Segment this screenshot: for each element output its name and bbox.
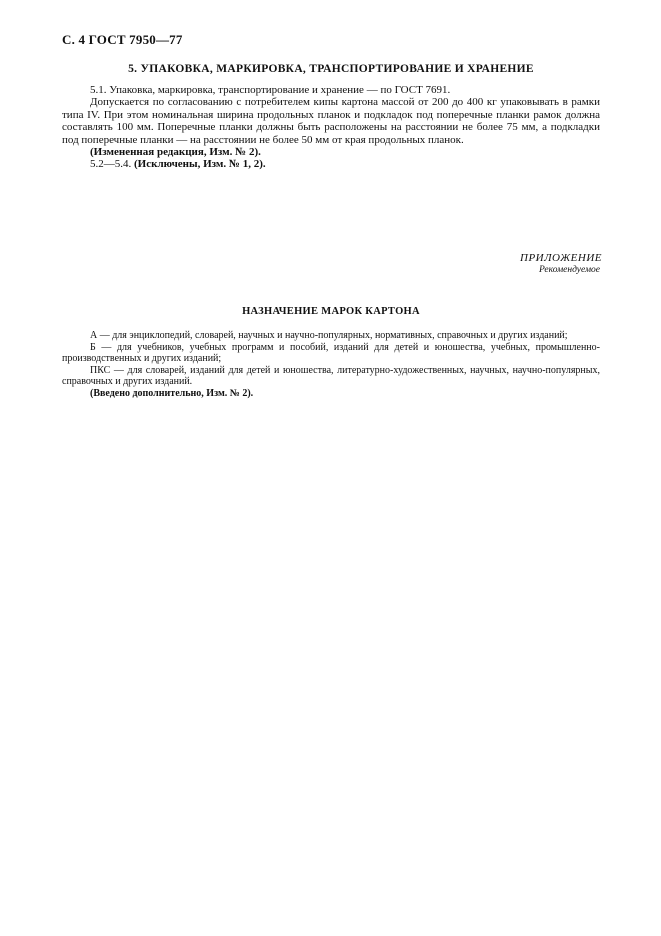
section-body — [62, 84, 600, 171]
appendix-label-block — [520, 252, 600, 275]
appendix-status: Рекомендуемое — [538, 265, 600, 275]
grade-item-a: А — для энциклопедий, словарей, научных и научно-популярных, нормативных, справочных и других изданий; — [90, 330, 568, 341]
page-header: С. 4 ГОСТ 7950—77 — [62, 32, 183, 47]
paragraph-packaging: Допускается по согласованию с потребителем кипы картона массой от 200 до 400 кг упаковывать в рамки типа IV. При этом номинальная ширина продольных планок и подкладок под поперечные планки рамок должна составлять 100 мм. Поперечные планки должны быть расположены на расстоянии не более 75 мм, а подкладки под поперечные планки — на расстоянии не более 50 мм от края продольных планок. — [62, 96, 600, 146]
appendix-revision-note: (Введено дополнительно, Изм. № 2). — [90, 387, 254, 399]
appendix-title: НАЗНАЧЕНИЕ МАРОК КАРТОНА — [242, 306, 420, 317]
grades-list — [62, 330, 600, 400]
paragraph-5-1: 5.1. Упаковка, маркировка, транспортирование и хранение — по ГОСТ 7691. — [90, 84, 451, 96]
revision-note: (Измененная редакция, Изм. № 2). — [90, 146, 261, 159]
appendix-label: ПРИЛОЖЕНИЕ — [520, 252, 602, 264]
grade-item-pks: ПКС — для словарей, изданий для детей и юношества, литературно-художественных, научных, научно-популярных, справочных и других изданий. — [62, 364, 600, 388]
excluded-note: (Исключены, Изм. № 1, 2). — [134, 158, 266, 171]
section-title: 5. УПАКОВКА, МАРКИРОВКА, ТРАНСПОРТИРОВАНИЕ И ХРАНЕНИЕ — [128, 63, 534, 75]
grade-item-b: Б — для учебников, учебных программ и пособий, изданий для детей и юношества, учебных, промышленно-производственных и других изданий; — [62, 341, 600, 365]
clause-number: 5.2—5.4. — [90, 158, 132, 171]
paragraph-5-2-5-4 — [62, 158, 600, 170]
